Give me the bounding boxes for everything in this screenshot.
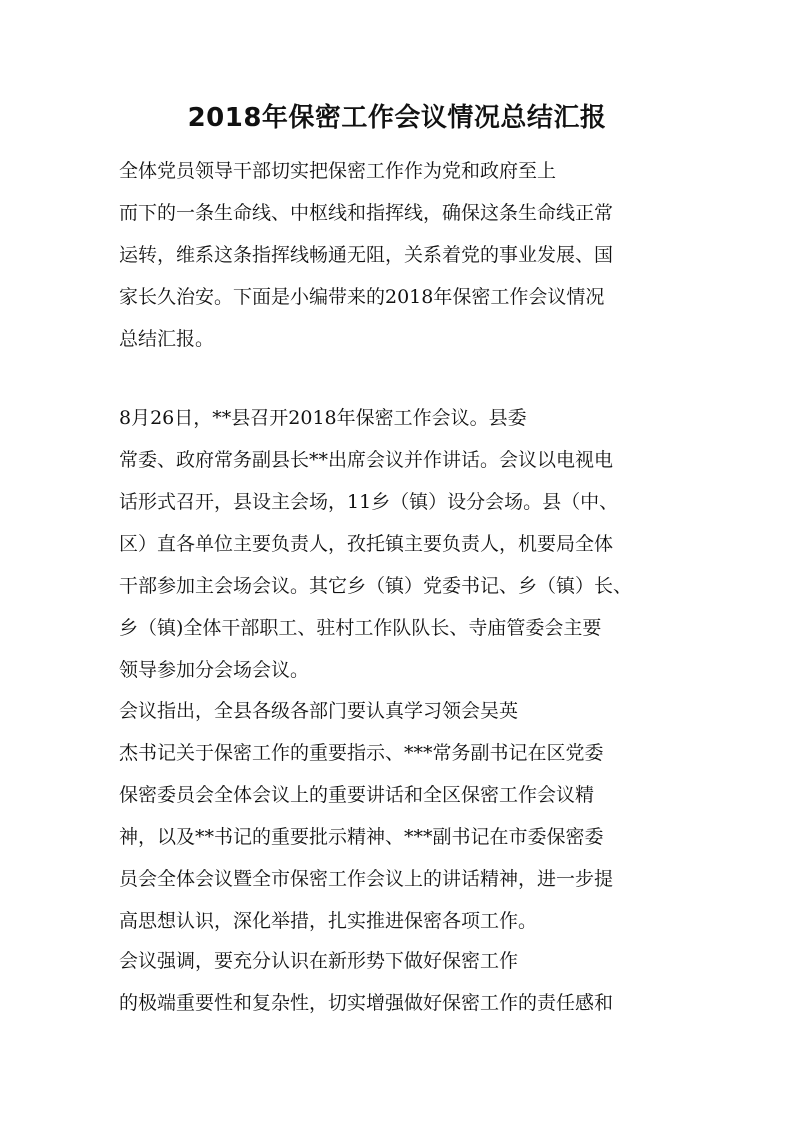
text-line: 保密委员会全体会议上的重要讲话和全区保密工作会议精 (119, 784, 595, 806)
text-line: 会议强调，要充分认识在新形势下做好保密工作 (119, 950, 519, 972)
text-line: 总结汇报。 (119, 328, 215, 350)
text-line: 干部参加主会场会议。其它乡（镇）党委书记、乡（镇）长、 (119, 575, 633, 597)
text-line: 家长久治安。下面是小编带来的2018年保密工作会议情况 (119, 286, 605, 308)
text-line: 乡（镇)全体干部职工、驻村工作队队长、寺庙管委会主要 (119, 617, 602, 639)
document-title: 2018年保密工作会议情况总结汇报 (187, 103, 607, 133)
text-line: 常委、政府常务副县长**出席会议并作讲话。会议以电视电 (119, 449, 614, 471)
text-line: 高思想认识，深化举措，扎实推进保密各项工作。 (119, 910, 538, 932)
text-line: 运转，维系这条指挥线畅通无阻，关系着党的事业发展、国 (119, 244, 614, 266)
text-line: 领导参加分会场会议。 (119, 659, 310, 681)
paragraph-intro (119, 150, 679, 360)
paragraph-meeting-points (119, 690, 679, 942)
text-line: 会议指出，全县各级各部门要认真学习领会吴英 (119, 700, 519, 722)
paragraph-meeting (119, 397, 679, 691)
text-line: 而下的一条生命线、中枢线和指挥线，确保这条生命线正常 (119, 202, 614, 224)
paragraph-meeting-emphasis (119, 940, 679, 1024)
text-line: 8月26日，**县召开2018年保密工作会议。县委 (119, 407, 527, 429)
text-line: 神，以及**书记的重要批示精神、***副书记在市委保密委 (119, 826, 604, 848)
text-line: 话形式召开，县设主会场，11乡（镇）设分会场。县（中、 (119, 491, 619, 513)
text-line: 全体党员领导干部切实把保密工作作为党和政府至上 (119, 160, 557, 182)
text-line: 区）直各单位主要负责人，孜托镇主要负责人，机要局全体 (119, 533, 614, 555)
text-line: 员会全体会议暨全市保密工作会议上的讲话精神，进一步提 (119, 868, 614, 890)
text-line: 的极端重要性和复杂性，切实增强做好保密工作的责任感和 (119, 992, 614, 1014)
text-line: 杰书记关于保密工作的重要指示、***常务副书记在区党委 (119, 742, 604, 764)
